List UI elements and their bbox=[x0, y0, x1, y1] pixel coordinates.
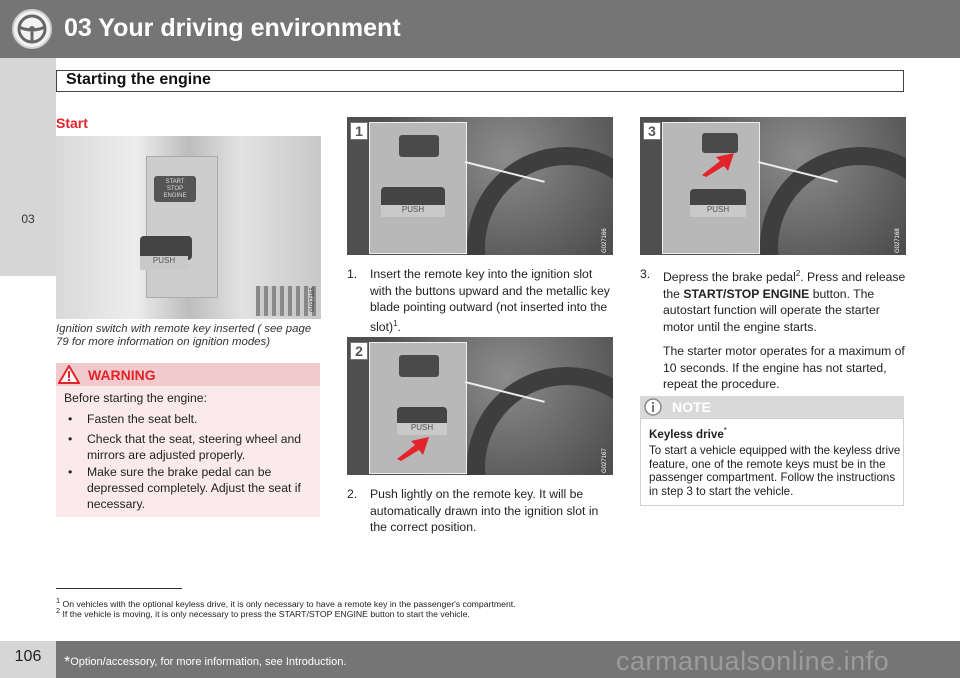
note-subhead-text: Keyless drive bbox=[649, 427, 724, 441]
step-badge: 3 bbox=[643, 122, 661, 140]
push-plate: PUSH bbox=[381, 205, 445, 217]
step-1-body: Insert the remote key into the ignition slot with the buttons upward and the metallic key blade pointing outward (not inserted into the slot) bbox=[370, 267, 610, 334]
image-code: G027165 bbox=[310, 287, 316, 312]
ignition-switch-photo bbox=[56, 136, 321, 319]
footnote-ref: 2 bbox=[795, 269, 801, 278]
step-2-illustration bbox=[347, 337, 613, 475]
start-stop-engine-label: START/STOP ENGINE bbox=[683, 286, 810, 301]
step-3-part: button. The autostart function will operate the starter motor until the engine starts. bbox=[663, 286, 880, 334]
warning-title: WARNING bbox=[88, 367, 156, 383]
section-title: Starting the engine bbox=[66, 71, 211, 88]
step-1-illustration bbox=[347, 117, 613, 255]
option-star: * bbox=[723, 426, 727, 435]
note-text: To start a vehicle equipped with the keyless drive feature, one of the remote keys must be in the passenger compartment. Follow the instructions in step 3 to start the vehicle. bbox=[649, 444, 901, 498]
footnote-2 bbox=[56, 606, 470, 619]
red-arrow-icon bbox=[700, 151, 736, 182]
footnote-ref: 1 bbox=[393, 318, 398, 328]
warning-intro: Before starting the engine: bbox=[64, 391, 207, 405]
step-badge: 2 bbox=[350, 342, 368, 360]
image-code: G027167 bbox=[602, 448, 608, 473]
footnote-text: On vehicles with the optional keyless drive, it is only necessary to have a remote key in the passenger's compartment. bbox=[62, 598, 516, 609]
red-arrow-icon bbox=[395, 435, 431, 466]
step-3-part: Depress the brake pedal bbox=[663, 270, 796, 285]
photo-caption: Ignition switch with remote key inserted ( see page 79 for more information on ignition modes) bbox=[56, 323, 312, 348]
step-2-text bbox=[347, 486, 615, 536]
bullet-dot: • bbox=[68, 465, 73, 479]
warning-bullet-1: Fasten the seat belt. bbox=[87, 412, 198, 426]
start-heading: Start bbox=[56, 115, 88, 131]
warning-bullet-3: Make sure the brake pedal can be depressed completely. Adjust the seat if necessary. bbox=[87, 465, 301, 511]
step-2-body: Push lightly on the remote key. It will be automatically drawn into the ignition slot in the correct position. bbox=[370, 487, 599, 534]
note-subhead bbox=[649, 424, 727, 441]
step-number: 3. bbox=[640, 267, 651, 281]
step-1-end: . bbox=[397, 319, 401, 334]
warning-bullet-2: Check that the seat, steering wheel and mirrors are adjusted properly. bbox=[87, 432, 302, 462]
step-1-text bbox=[347, 266, 615, 335]
step-badge: 1 bbox=[350, 122, 368, 140]
chapter-side-tab bbox=[0, 58, 56, 276]
option-text: Option/accessory, for more information, see Introduction. bbox=[70, 656, 347, 668]
step-number: 1. bbox=[347, 267, 358, 281]
option-note bbox=[64, 654, 346, 672]
page-number: 106 bbox=[14, 648, 42, 665]
footnote-num: 1 bbox=[56, 596, 61, 605]
image-code: G027168 bbox=[895, 228, 901, 253]
chapter-side-number: 03 bbox=[21, 212, 35, 226]
bullet-dot: • bbox=[68, 412, 73, 426]
start-stop-button: START STOP ENGINE bbox=[154, 176, 196, 202]
watermark: carmanualsonline.info bbox=[616, 646, 890, 676]
footnote-num: 2 bbox=[56, 606, 61, 615]
note-title: NOTE bbox=[672, 399, 711, 415]
bullet-dot: • bbox=[68, 432, 73, 446]
step-3-part: . Press and release the bbox=[663, 270, 906, 301]
step-3-illustration bbox=[640, 117, 906, 255]
chapter-title: 03 Your driving environment bbox=[64, 14, 401, 42]
footnote-divider bbox=[56, 588, 182, 589]
option-star: * bbox=[64, 654, 71, 671]
footnote-text: If the vehicle is moving, it is only necessary to press the START/STOP ENGINE button to start the vehicle. bbox=[62, 608, 470, 619]
push-plate: PUSH bbox=[140, 256, 188, 270]
steering-wheel-icon bbox=[12, 9, 52, 49]
step-3-text bbox=[640, 266, 908, 393]
step-3-para2: The starter motor operates for a maximum of 10 seconds. If the engine has not started, repeat the procedure. bbox=[663, 344, 905, 392]
push-plate: PUSH bbox=[690, 205, 746, 217]
image-code: G027166 bbox=[602, 228, 608, 253]
push-plate: PUSH bbox=[397, 423, 447, 435]
step-number: 2. bbox=[347, 487, 358, 501]
